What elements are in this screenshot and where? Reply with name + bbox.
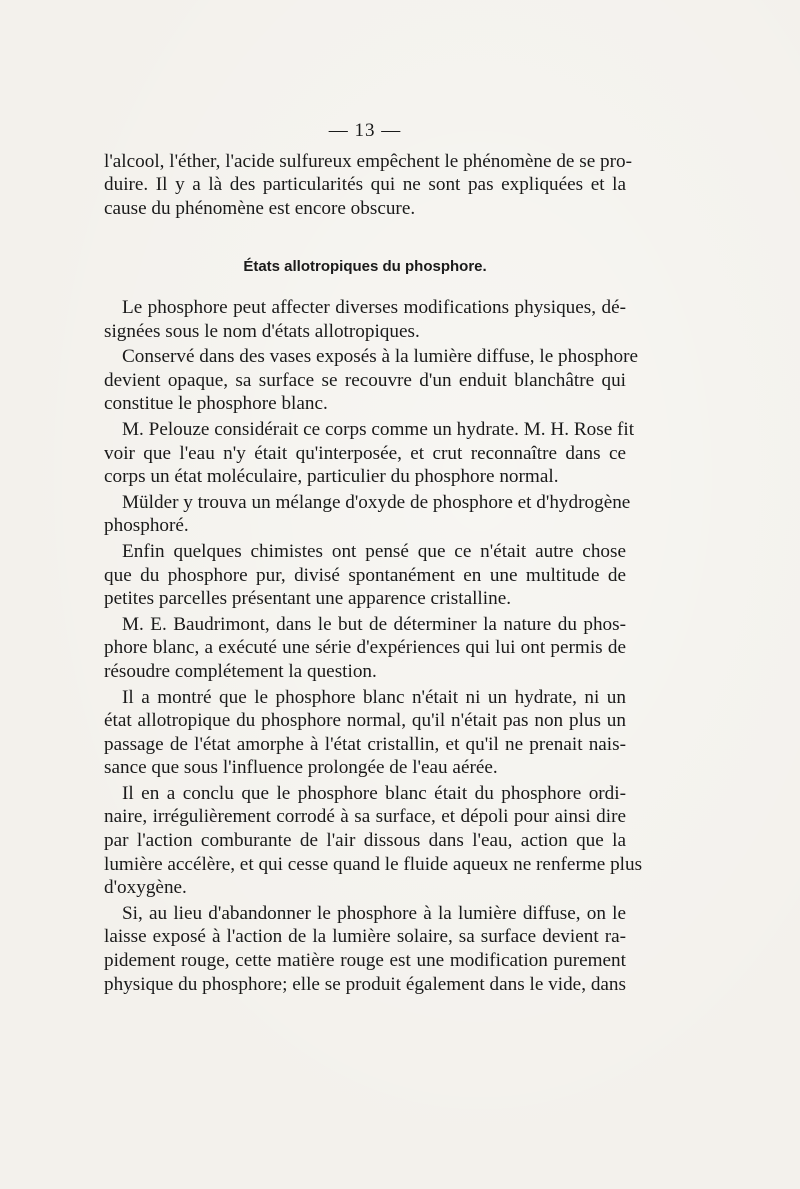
text-line: par l'action comburante de l'air dissous dans l'eau, action que la <box>104 830 626 852</box>
text-line: phore blanc, a exécuté une série d'expériences qui lui ont permis de <box>104 637 626 659</box>
text-line: physique du phosphore; elle se produit également dans le vide, dans <box>104 973 626 995</box>
section-body <box>104 296 643 996</box>
text-line: Il en a conclu que le phosphore blanc était du phosphore ordi- <box>122 782 626 804</box>
text-line: M. Pelouze considérait ce corps comme un hydrate. M. H. Rose fit <box>122 418 635 440</box>
text-line: Si, au lieu d'abandonner le phosphore à la lumière diffuse, on le <box>122 902 626 924</box>
text-line: signées sous le nom d'états allotropiques. <box>104 320 420 342</box>
text-line: laisse exposé à l'action de la lumière solaire, sa surface devient ra- <box>104 926 626 948</box>
text-line: l'alcool, l'éther, l'acide sulfureux empêchent le phénomène de se pro- <box>104 151 632 172</box>
text-line: phosphoré. <box>104 515 189 537</box>
section-heading: États allotropiques du phosphore. <box>243 258 487 275</box>
text-line: passage de l'état amorphe à l'état cristallin, et qu'il ne prenait nais- <box>104 733 626 755</box>
text-line: naire, irrégulièrement corrodé à sa surface, et dépoli pour ainsi dire <box>104 806 626 828</box>
text-line: M. E. Baudrimont, dans le but de déterminer la nature du phos- <box>122 613 626 635</box>
text-line: résoudre complétement la question. <box>104 660 377 682</box>
paragraph <box>104 491 631 538</box>
text-line: petites parcelles présentant une apparence cristalline. <box>104 588 512 610</box>
text-line: état allotropique du phosphore normal, qu'il n'était pas non plus un <box>104 710 626 732</box>
text-line: Conservé dans des vases exposés à la lumière diffuse, le phosphore <box>122 346 638 368</box>
paragraph <box>104 613 626 684</box>
text-line: voir que l'eau n'y était qu'interposée, et crut reconnaître dans ce <box>104 442 626 464</box>
text-line: que du phosphore pur, divisé spontanément en une multitude de <box>104 564 626 586</box>
paragraph <box>104 902 626 996</box>
text-line: constitue le phosphore blanc. <box>104 393 328 415</box>
text-line: corps un état moléculaire, particulier du phosphore normal. <box>104 466 559 488</box>
paragraph <box>104 345 638 416</box>
text-line: lumière accélère, et qui cesse quand le fluide aqueux ne renferme plus <box>104 853 643 875</box>
text-line: d'oxygène. <box>104 877 187 899</box>
intro-paragraph <box>104 150 632 220</box>
text-line: Il a montré que le phosphore blanc n'était ni un hydrate, ni un <box>122 686 626 708</box>
paragraph <box>104 418 635 489</box>
paragraph <box>104 540 626 611</box>
text-line: Mülder y trouva un mélange d'oxyde de phosphore et d'hydrogène <box>122 491 631 513</box>
paragraph <box>104 686 626 780</box>
text-line: devient opaque, sa surface se recouvre d'un enduit blanchâtre qui <box>104 369 626 391</box>
text-line: Le phosphore peut affecter diverses modifications physiques, dé- <box>122 297 626 318</box>
text-line: sance que sous l'influence prolongée de l'eau aérée. <box>104 757 498 779</box>
paragraph <box>104 782 643 900</box>
paragraph <box>104 296 626 343</box>
text-line: pidement rouge, cette matière rouge est une modification purement <box>104 950 626 972</box>
text-line: Enfin quelques chimistes ont pensé que ce n'était autre chose <box>122 540 626 562</box>
text-line: cause du phénomène est encore obscure. <box>104 197 416 219</box>
text-line: duire. Il y a là des particularités qui ne sont pas expliquées et la <box>104 174 626 196</box>
page-number: — 13 — <box>328 120 402 141</box>
